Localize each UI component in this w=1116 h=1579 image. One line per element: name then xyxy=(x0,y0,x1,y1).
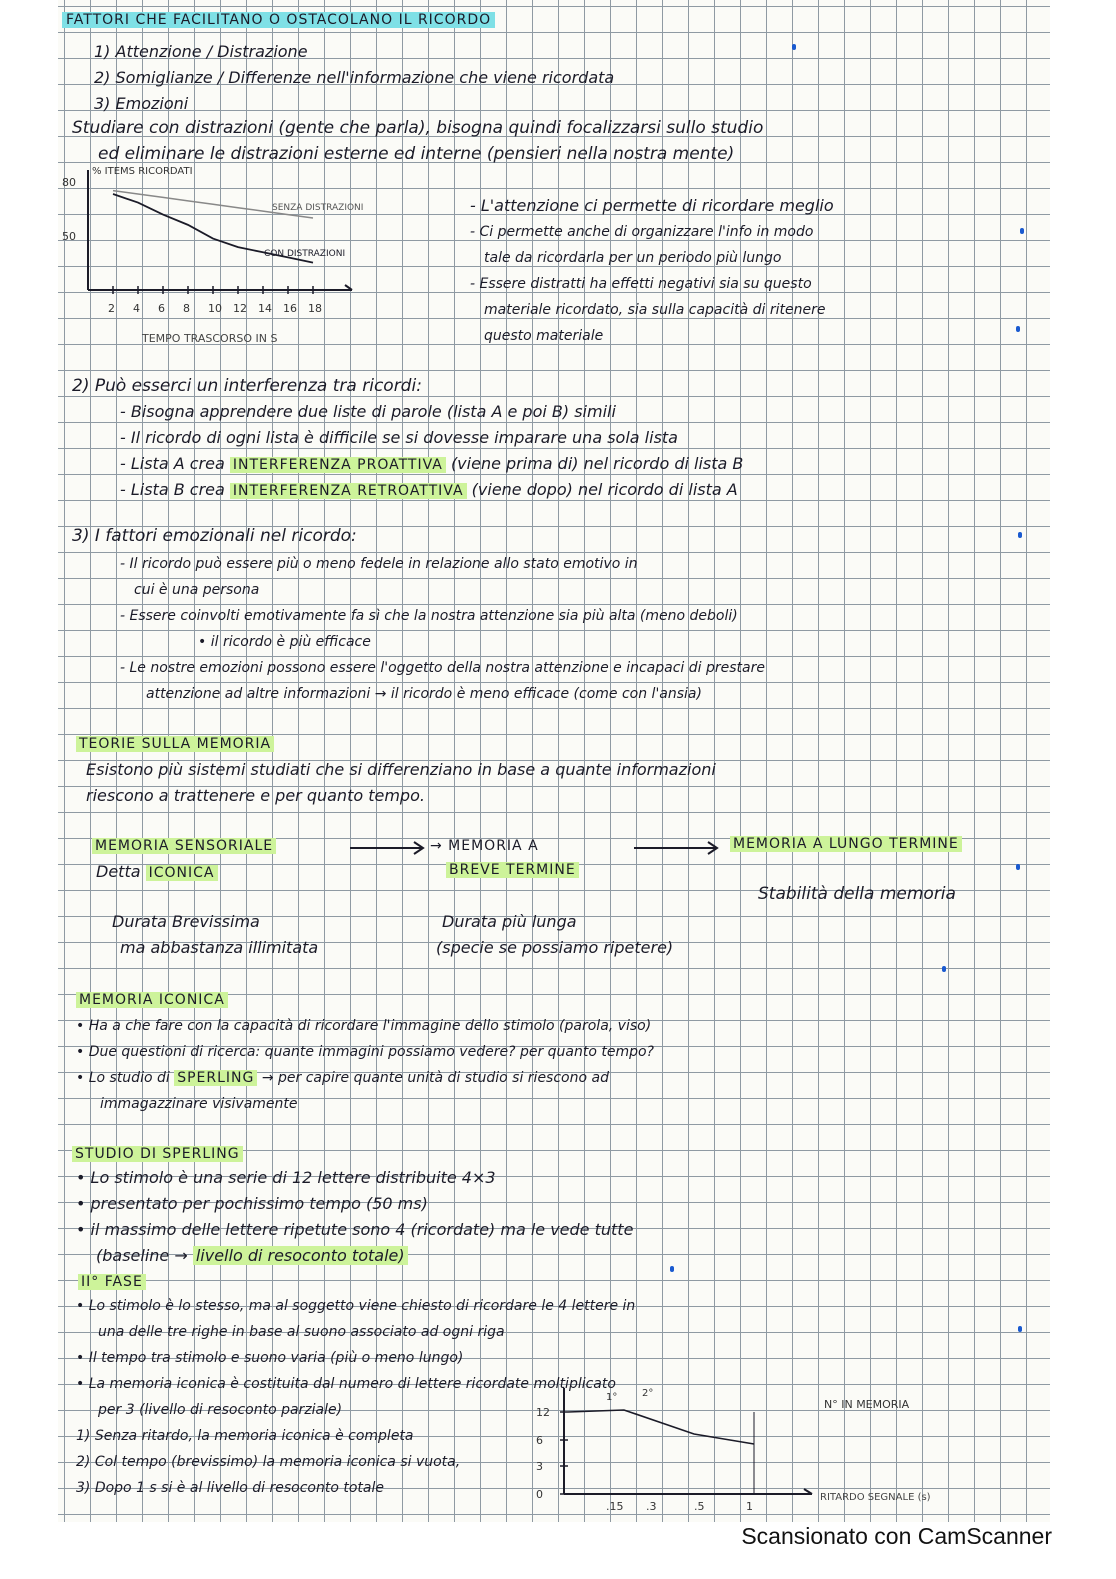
breve-durata: Durata più lunga xyxy=(442,912,577,931)
pen-mark xyxy=(792,44,796,50)
graph-xtick: 10 xyxy=(208,302,222,315)
fase2-line: • Lo stimolo è lo stesso, ma al soggetto viene chiesto di ricordare le 4 lettere in xyxy=(76,1298,636,1314)
teorie-line: Esistono più sistemi studiati che si differenziano in base a quante informazioni xyxy=(86,760,716,779)
memoria-breve-termine: BREVE TERMINE xyxy=(446,860,579,880)
pen-mark xyxy=(942,966,946,972)
graph-xlabel: RITARDO SEGNALE (s) xyxy=(820,1492,931,1503)
header-item: 2) Somiglianze / Differenze nell'informazione che viene ricordata xyxy=(94,68,615,87)
iconica-title: MEMORIA ICONICA xyxy=(76,990,228,1010)
section1-bullet: - Ci permette anche di organizzare l'info in modo xyxy=(470,224,814,240)
section2-bullet: - Il ricordo di ogni lista è difficile se si dovesse imparare una sola lista xyxy=(120,428,678,447)
graph-xtick: .3 xyxy=(646,1500,657,1513)
memoria-breve-termine: → MEMORIA A xyxy=(430,838,539,854)
teorie-line: riescono a trattenere e per quanto tempo. xyxy=(86,786,425,805)
graph-xtick: 16 xyxy=(283,302,297,315)
sensoriale-detta: Detta ICONICA xyxy=(96,862,218,883)
pen-mark xyxy=(1016,864,1020,870)
section3-line: - Le nostre emozioni possono essere l'oggetto della nostra attenzione e incapaci di prestare xyxy=(120,660,765,676)
sperling-line: • presentato per pochissimo tempo (50 ms) xyxy=(76,1194,428,1213)
highlight-sperling: SPERLING xyxy=(174,1070,257,1086)
highlight-resoconto-totale: livello di resoconto totale) xyxy=(193,1246,408,1265)
graph-xtick: 14 xyxy=(258,302,272,315)
memoria-lungo-termine: MEMORIA A LUNGO TERMINE xyxy=(730,834,962,854)
section3-intro: 3) I fattori emozionali nel ricordo: xyxy=(72,526,357,546)
section2-bullet: - Bisogna apprendere due liste di parole (lista A e poi B) simili xyxy=(120,402,616,421)
graph-xtick: 6 xyxy=(158,302,165,315)
graph-ytick: 80 xyxy=(62,176,76,189)
graph-ytick: 50 xyxy=(62,230,76,243)
fase2-result: 3) Dopo 1 s si è al livello di resoconto totale xyxy=(76,1480,384,1496)
graph-ytick: 6 xyxy=(536,1434,543,1447)
arrow-connector xyxy=(632,838,722,858)
iconica-line: • Ha a che fare con la capacità di ricordare l'immagine dello stimolo (parola, viso) xyxy=(76,1018,652,1034)
delay-graph xyxy=(524,1382,1044,1518)
notebook-page xyxy=(58,0,1050,1522)
fase2-result: 2) Col tempo (brevissimo) la memoria iconica si vuota, xyxy=(76,1454,461,1470)
graph-mark: 1° xyxy=(606,1392,618,1403)
graph-xtick: 2 xyxy=(108,302,115,315)
sensoriale-durata: Durata Brevissima xyxy=(112,912,260,931)
section1-bullet: - L'attenzione ci permette di ricordare meglio xyxy=(470,196,834,215)
graph-xtick: 12 xyxy=(233,302,247,315)
arrow-connector xyxy=(348,838,428,858)
sperling-line: • Lo stimolo è una serie di 12 lettere distribuite 4×3 xyxy=(76,1168,496,1187)
lungo-stabilita: Stabilità della memoria xyxy=(758,884,956,904)
sperling-line: • il massimo delle lettere ripetute sono 4 (ricordate) ma le vede tutte xyxy=(76,1220,634,1239)
breve-durata: (specie se possiamo ripetere) xyxy=(436,938,674,957)
pen-mark xyxy=(1020,228,1024,234)
fase2-result: 1) Senza ritardo, la memoria iconica è completa xyxy=(76,1428,414,1444)
sensoriale-durata: ma abbastanza illimitata xyxy=(120,938,319,957)
fase2-line: • Il tempo tra stimolo e suono varia (più o meno lungo) xyxy=(76,1350,464,1366)
graph-mark: 2° xyxy=(642,1388,654,1399)
section1-bullet: - Essere distratti ha effetti negativi sia su questo xyxy=(470,276,812,292)
header-item: 1) Attenzione / Distrazione xyxy=(94,42,308,61)
fase2-line: una delle tre righe in base al suono associato ad ogni riga xyxy=(98,1324,505,1340)
section2-bullet: - Lista B crea INTERFERENZA RETROATTIVA (viene dopo) nel ricordo di lista A xyxy=(120,480,738,499)
graph-ylabel: % ITEMS RICORDATI xyxy=(92,166,193,177)
section3-line: attenzione ad altre informazioni → il ricordo è meno efficace (come con l'ansia) xyxy=(146,686,702,702)
graph-ytick: 12 xyxy=(536,1406,550,1419)
section2-bullet: - Lista A crea INTERFERENZA PROATTIVA (viene prima di) nel ricordo di lista B xyxy=(120,454,744,473)
fase2-title: II° FASE xyxy=(78,1272,146,1292)
graph-ytick: 3 xyxy=(536,1460,543,1473)
graph-xlabel: TEMPO TRASCORSO IN S xyxy=(142,332,278,345)
highlight-proattiva: INTERFERENZA PROATTIVA xyxy=(230,457,446,473)
pen-mark xyxy=(670,1266,674,1272)
graph-xtick: 4 xyxy=(133,302,140,315)
attention-graph xyxy=(62,160,482,350)
iconica-line: • Due questioni di ricerca: quante immagini possiamo vedere? per quanto tempo? xyxy=(76,1044,654,1060)
fase2-line: per 3 (livello di resoconto parziale) xyxy=(98,1402,343,1418)
teorie-title: TEORIE SULLA MEMORIA xyxy=(76,734,274,754)
graph-xtick: .15 xyxy=(606,1500,624,1513)
section1-line: ed eliminare le distrazioni esterne ed interne (pensieri nella nostra mente) xyxy=(98,144,735,164)
section3-line: - Il ricordo può essere più o meno fedele in relazione allo stato emotivo in xyxy=(120,556,638,572)
graph-xtick: 18 xyxy=(308,302,322,315)
section2-intro: 2) Può esserci un interferenza tra ricordi: xyxy=(72,376,422,396)
graph-xtick: 8 xyxy=(183,302,190,315)
section1-bullet: tale da ricordarla per un periodo più lungo xyxy=(484,250,782,266)
graph-xtick: .5 xyxy=(694,1500,705,1513)
section3-line: • il ricordo è più efficace xyxy=(198,634,371,650)
page-title: FATTORI CHE FACILITANO O OSTACOLANO IL RICORDO xyxy=(62,10,495,30)
memoria-sensoriale: MEMORIA SENSORIALE xyxy=(92,836,276,856)
label-con: CON DISTRAZIONI xyxy=(264,249,346,259)
pen-mark xyxy=(1018,532,1022,538)
section3-line: cui è una persona xyxy=(134,582,260,598)
label-senza: SENZA DISTRAZIONI xyxy=(272,203,364,213)
iconica-line: immagazzinare visivamente xyxy=(100,1096,298,1112)
graph-xtick: 1 xyxy=(746,1500,753,1513)
highlight-retroattiva: INTERFERENZA RETROATTIVA xyxy=(230,483,467,499)
iconica-line: • Lo studio di SPERLING → per capire quante unità di studio si riescono ad xyxy=(76,1070,609,1086)
section3-line: - Essere coinvolti emotivamente fa sì che la nostra attenzione sia più alta (meno deboli) xyxy=(120,608,738,624)
graph-ytick: 0 xyxy=(536,1488,543,1501)
fase2-line: • La memoria iconica è costituita dal numero di lettere ricordate moltiplicato xyxy=(76,1376,616,1392)
header-item: 3) Emozioni xyxy=(94,94,189,113)
sperling-line: (baseline → livello di resoconto totale) xyxy=(96,1246,408,1266)
recall-curve xyxy=(568,1410,754,1444)
graph-ylabel: N° IN MEMORIA xyxy=(824,1398,910,1411)
pen-mark xyxy=(1018,1326,1022,1332)
section1-line: Studiare con distrazioni (gente che parla), bisogna quindi focalizzarsi sullo studio xyxy=(72,118,764,138)
section1-bullet: questo materiale xyxy=(484,328,604,344)
sperling-title: STUDIO DI SPERLING xyxy=(72,1144,243,1164)
pen-mark xyxy=(1016,326,1020,332)
section1-bullet: materiale ricordato, sia sulla capacità di ritenere xyxy=(484,302,826,318)
scanner-footer: Scansionato con CamScanner xyxy=(741,1523,1052,1549)
